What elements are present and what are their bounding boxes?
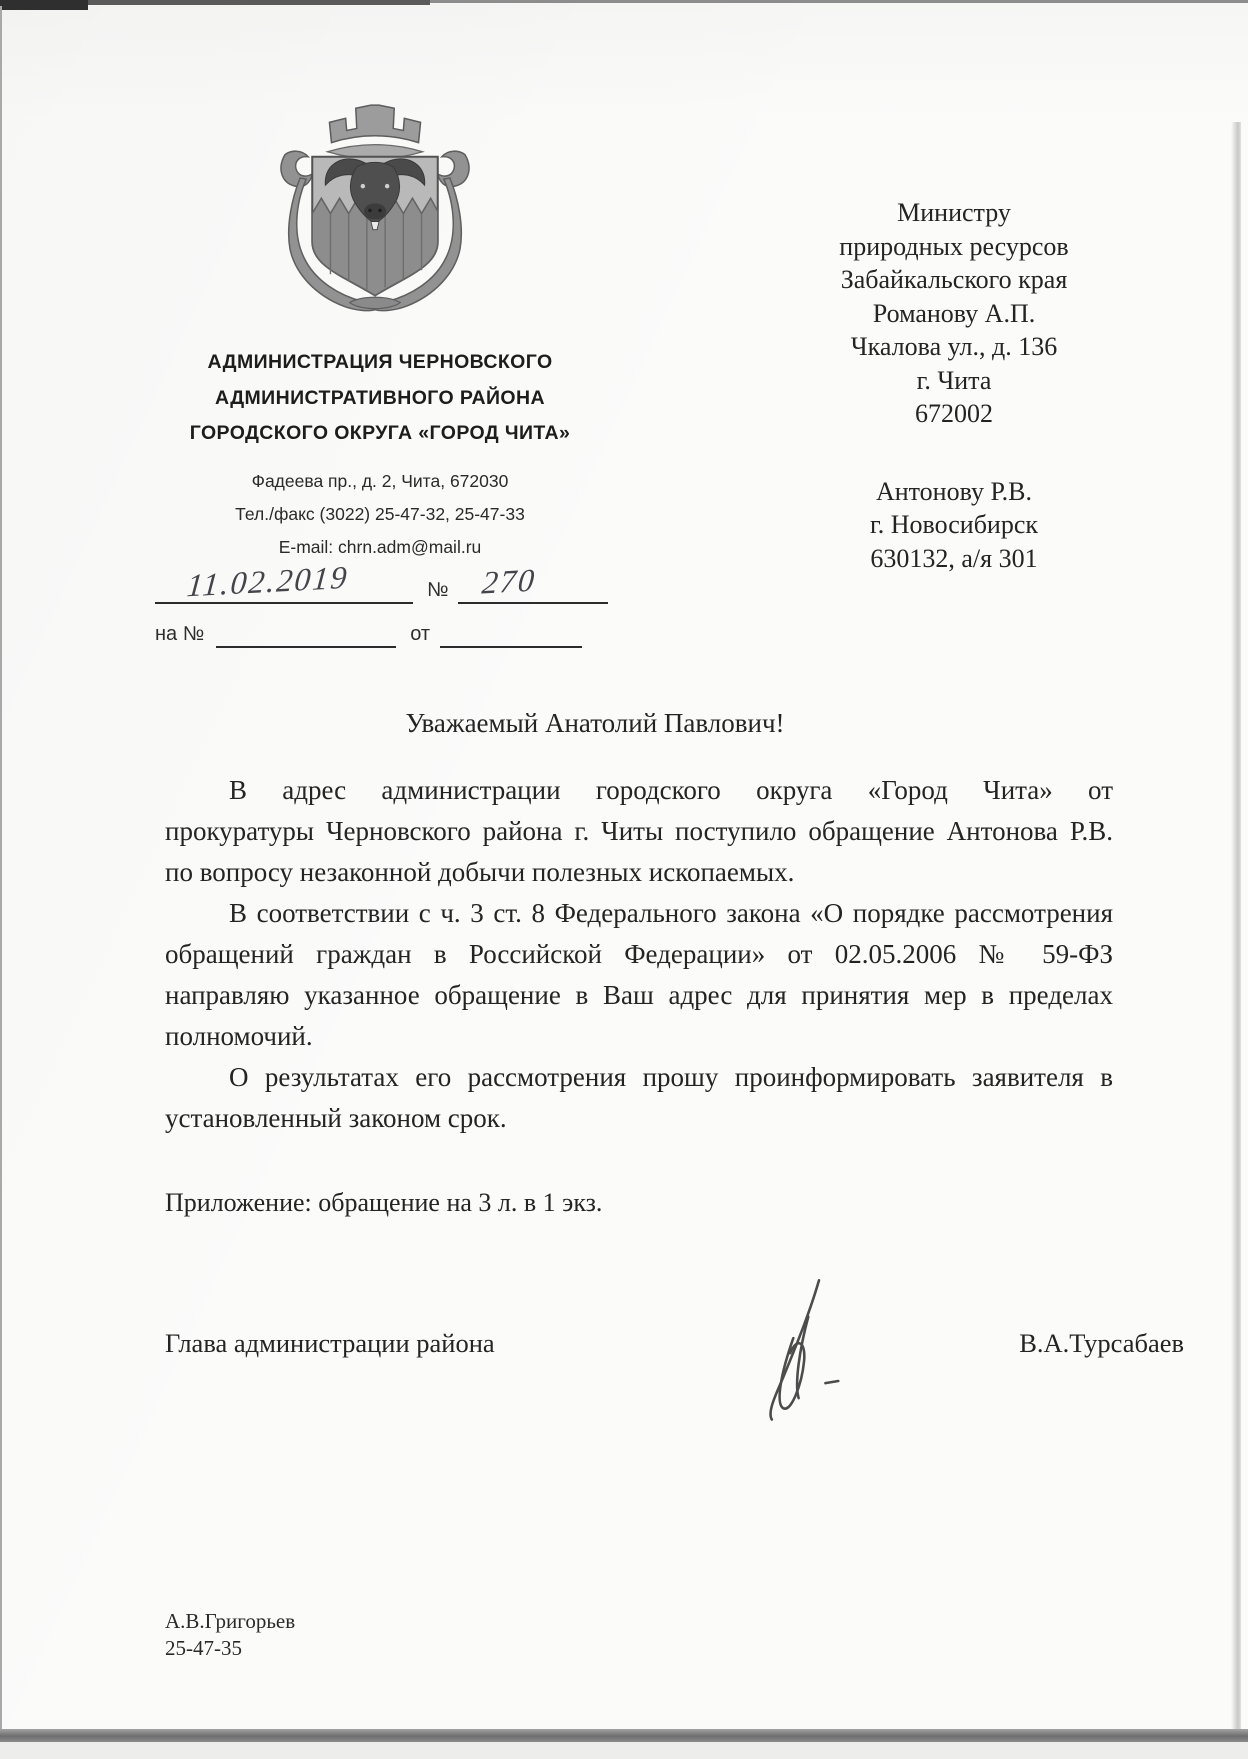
org-line-2: АДМИНИСТРАТИВНОГО РАЙОНА: [215, 386, 545, 409]
org-phone: Тел./факс (3022) 25-47-32, 25-47-33: [235, 504, 525, 524]
signer-position-title: Глава администрации района: [165, 1328, 495, 1358]
org-email: E-mail: chrn.adm@mail.ru: [278, 537, 482, 557]
na-number-label: на №: [155, 623, 205, 645]
letter-body: [165, 770, 1113, 1139]
recipient-line: природных ресурсов: [839, 231, 1069, 261]
ot-label: от: [410, 623, 431, 645]
recipient-line: Романову А.П.: [872, 298, 1036, 328]
incoming-date-line: [440, 618, 582, 648]
recipient-line: 630132, а/я 301: [870, 543, 1038, 573]
recipient-gap: [750, 431, 1158, 475]
recipient-line: Антонову Р.В.: [875, 476, 1033, 506]
body-line: по вопросу незаконной добычи полезных ископаемых.: [165, 857, 795, 887]
recipient-line: Министру: [897, 198, 1011, 227]
date-line: [155, 558, 413, 604]
chita-coat-of-arms-icon: [248, 92, 502, 340]
number-sign-label: №: [427, 579, 449, 601]
executor-block: [165, 1608, 295, 1662]
org-line-3: ГОРОДСКОГО ОКРУГА «ГОРОД ЧИТА»: [189, 422, 571, 444]
signer-name: В.А.Турсабаев: [1019, 1328, 1184, 1358]
salutation: Уважаемый Анатолий Павлович!: [405, 708, 785, 738]
scan-background-below-page: [0, 1742, 1248, 1759]
body-line: В соответствии с ч. 3 ст. 8 Федерального закона «О порядке рассмотрения: [229, 898, 1113, 928]
body-line: направляю указанное обращение в Ваш адрес для принятия мер в пределах: [165, 980, 1113, 1010]
scan-edge-left: [0, 6, 2, 1732]
reference-block: [155, 556, 635, 648]
mural-crown: [329, 105, 420, 142]
scan-page-bottom-edge: [0, 1729, 1248, 1742]
org-address: Фадеева пр., д. 2, Чита, 672030: [251, 471, 509, 491]
body-line: В адрес администрации городского округа «Город Чита» от: [229, 775, 1113, 805]
recipient-line: г. Новосибирск: [869, 510, 1039, 539]
org-line-1: АДМИНИСТРАЦИЯ ЧЕРНОВСКОГО: [207, 351, 553, 373]
body-line: прокуратуры Черновского района г. Читы поступило обращение Антонова Р.В.: [165, 816, 1113, 846]
recipient-line: Забайкальского края: [840, 265, 1068, 294]
reference-row-date-number: [155, 556, 635, 604]
incoming-number-line: [216, 618, 396, 648]
executor-name: А.В.Григорьев: [165, 1609, 296, 1633]
attachment-note: Приложение: обращение на 3 л. в 1 экз.: [165, 1188, 603, 1217]
handwritten-signature-icon: [744, 1276, 864, 1426]
scan-corner-artifact: [0, 0, 88, 10]
body-line: полномочий.: [165, 1021, 313, 1051]
body-line: установленный законом срок.: [165, 1103, 507, 1133]
scan-edge-right-shadow: [1231, 122, 1241, 1730]
number-line: [458, 558, 608, 604]
recipient-line: г. Чита: [916, 365, 992, 395]
handwritten-number: 270: [480, 561, 539, 601]
ribbon-bow: [350, 297, 401, 308]
letterhead-org-name: [130, 352, 630, 459]
executor-phone: 25-47-35: [165, 1636, 242, 1660]
body-line: обращений граждан в Российской Федерации» от 02.05.2006 № 59-ФЗ: [165, 939, 1113, 969]
reference-row-incoming: [155, 616, 635, 648]
body-line: О результатах его рассмотрения прошу проинформировать заявителя в: [229, 1062, 1113, 1092]
recipient-line: 672002: [915, 399, 993, 428]
recipient-line: Чкалова ул., д. 136: [850, 332, 1058, 361]
handwritten-date: 11.02.2019: [185, 558, 351, 604]
recipient-address-block: [750, 196, 1158, 575]
